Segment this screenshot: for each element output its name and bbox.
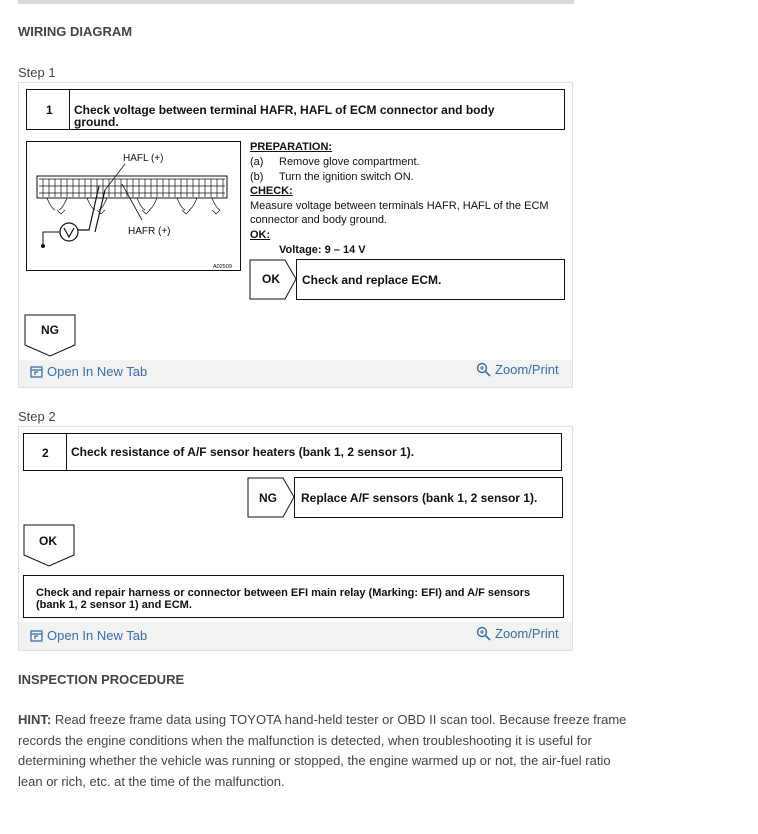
open-new-tab-label: Open In New Tab bbox=[47, 628, 148, 643]
check-heading: CHECK: bbox=[250, 185, 293, 197]
ok-arrow-tag bbox=[249, 259, 299, 301]
ok-heading: OK: bbox=[250, 229, 271, 241]
step-2-number: 2 bbox=[42, 446, 49, 460]
connector-drawing bbox=[27, 142, 240, 270]
repair-line2: (bank 1, 2 sensor 1) and ECM. bbox=[36, 599, 192, 611]
prep-b-text: Turn the ignition switch ON. bbox=[279, 171, 414, 183]
step-2-ng-tag-text: NG bbox=[259, 491, 277, 505]
repair-box bbox=[23, 575, 564, 618]
step-2-open-new-tab-link[interactable] bbox=[30, 628, 147, 643]
ecm-connector-diagram bbox=[26, 141, 241, 271]
open-new-tab-icon bbox=[30, 366, 43, 378]
hafr-label: HAFR (+) bbox=[128, 226, 171, 237]
zoom-icon bbox=[476, 362, 491, 377]
step-2-zoom-print-link[interactable] bbox=[476, 626, 559, 641]
prep-a-text: Remove glove compartment. bbox=[279, 156, 420, 168]
step-2-title-box bbox=[23, 433, 562, 471]
step-2-panel bbox=[18, 426, 573, 651]
zoom-print-label: Zoom/Print bbox=[495, 362, 559, 377]
hafl-label: HAFL (+) bbox=[123, 153, 164, 164]
check-line2: connector and body ground. bbox=[250, 214, 387, 226]
step-1-label: Step 1 bbox=[18, 65, 56, 80]
wiring-diagram-heading: WIRING DIAGRAM bbox=[18, 24, 133, 39]
step-1-title-line2: ground. bbox=[74, 115, 119, 129]
ng-tag-text: NG bbox=[41, 323, 59, 337]
step-2-diagram bbox=[19, 427, 572, 622]
step-1-open-new-tab-link[interactable] bbox=[30, 364, 147, 379]
step-2-label: Step 2 bbox=[18, 409, 56, 424]
step-1-zoom-print-link[interactable] bbox=[476, 362, 559, 377]
hint-text: Read freeze frame data using TOYOTA hand-held tester or OBD II scan tool. Because freeze frame records the engine conditions when the malfunction is detected, when troubleshooting it is useful for determining whether the vehicle was running or stopped, the engine warmed up or not, the air-fuel ratio lean or rich, etc. at the time of the malfunction. bbox=[18, 712, 627, 789]
ok-tag-text: OK bbox=[262, 272, 280, 286]
top-divider bbox=[18, 0, 574, 4]
hint-paragraph bbox=[18, 710, 638, 792]
figure-code: A02509 bbox=[213, 264, 232, 270]
ok-voltage: Voltage: 9 – 14 V bbox=[279, 244, 366, 256]
ng-arrow-tag bbox=[247, 477, 297, 519]
step-1-title-box bbox=[26, 89, 565, 130]
zoom-icon bbox=[476, 626, 491, 641]
hint-label: HINT: bbox=[18, 712, 52, 727]
ng-down-tag bbox=[24, 314, 78, 358]
open-new-tab-label: Open In New Tab bbox=[47, 364, 148, 379]
ng-action-box bbox=[294, 477, 563, 518]
zoom-print-label: Zoom/Print bbox=[495, 626, 559, 641]
step-1-title-line1: Check voltage between terminal HAFR, HAFL of ECM connector and body bbox=[74, 103, 495, 117]
step-1-diagram bbox=[19, 83, 572, 360]
repair-line1: Check and repair harness or connector between EFI main relay (Marking: EFI) and A/F sensors bbox=[36, 587, 531, 599]
open-new-tab-icon bbox=[30, 630, 43, 642]
inspection-procedure-heading: INSPECTION PROCEDURE bbox=[18, 672, 185, 687]
ok-down-tag bbox=[23, 524, 77, 568]
ok-action-text: Check and replace ECM. bbox=[302, 273, 442, 287]
step-2-title: Check resistance of A/F sensor heaters (bank 1, 2 sensor 1). bbox=[71, 445, 415, 459]
step-2-ok-tag-text: OK bbox=[39, 534, 57, 548]
prep-b-key: (b) bbox=[250, 171, 264, 183]
step-1-panel bbox=[18, 82, 573, 388]
step-1-number: 1 bbox=[46, 103, 53, 117]
prep-a-key: (a) bbox=[250, 156, 264, 168]
ok-action-box bbox=[296, 259, 565, 300]
preparation-heading: PREPARATION: bbox=[250, 141, 333, 153]
check-line1: Measure voltage between terminals HAFR, HAFL of the ECM bbox=[250, 200, 549, 212]
ng-action-text: Replace A/F sensors (bank 1, 2 sensor 1). bbox=[301, 491, 538, 505]
